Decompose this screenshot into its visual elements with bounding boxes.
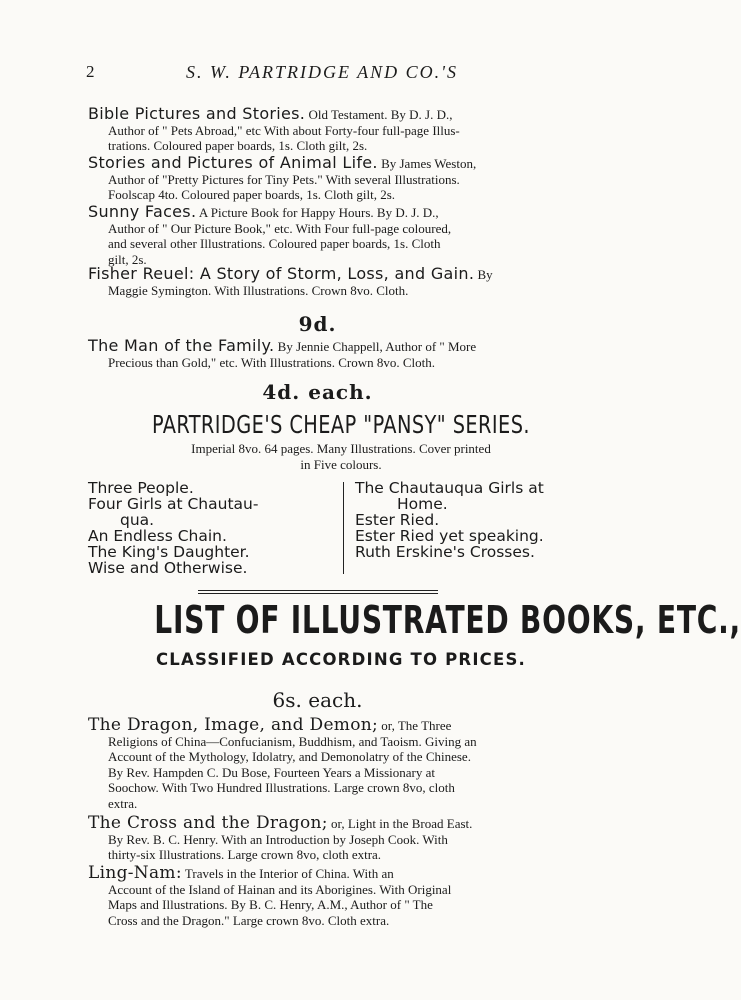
entry-line: By xyxy=(477,267,493,282)
entry-line: By Jennie Chappell, Author of " More xyxy=(277,339,477,354)
price-heading-6s: 6s. each. xyxy=(272,688,363,712)
entry-line: Religions of China—Confucianism, Buddhism, and Taoism. Giving an xyxy=(108,733,477,749)
entry-line: Precious than Gold," etc. With Illustrations. Crown 8vo. Cloth. xyxy=(108,354,435,370)
double-rule-bottom xyxy=(198,593,438,594)
series-item: qua. xyxy=(120,511,155,529)
series-title: PARTRIDGE'S CHEAP "PANSY" SERIES. xyxy=(152,410,530,439)
entry-line: gilt, 2s. xyxy=(108,251,147,267)
series-item: An Endless Chain. xyxy=(88,527,227,545)
entry-line: or, The Three xyxy=(381,718,452,733)
publisher-heading: S. W. PARTRIDGE AND CO.'S xyxy=(186,62,459,82)
entry-line: By James Weston, xyxy=(381,156,477,171)
list-subtitle: CLASSIFIED ACCORDING TO PRICES. xyxy=(155,650,527,669)
series-item: Ruth Erskine's Crosses. xyxy=(355,543,535,561)
entry-line: Author of " Our Picture Book," etc. With Four full-page coloured, xyxy=(108,220,452,236)
double-rule-top xyxy=(198,590,438,591)
series-item: The King's Daughter. xyxy=(88,543,250,561)
entry-line: trations. Coloured paper boards, 1s. Cloth gilt, 2s. xyxy=(108,138,368,153)
price-heading-9d: 9d. xyxy=(298,312,337,336)
entry-line: extra. xyxy=(108,795,138,811)
entry-line: Author of " Pets Abroad," etc With about Forty-four full-page Illus- xyxy=(108,122,460,138)
entry-title: Sunny Faces. xyxy=(88,202,197,221)
entry-title: Stories and Pictures of Animal Life. xyxy=(88,153,378,172)
price-heading-4d: 4d. each. xyxy=(262,380,373,404)
entry-line: By Rev. Hampden C. Du Bose, Fourteen Years a Missionary at xyxy=(108,764,436,780)
entry-title: Fisher Reuel: A Story of Storm, Loss, and Gain. xyxy=(88,264,475,283)
entry-line: Author of "Pretty Pictures for Tiny Pets." With several Illustrations. xyxy=(108,171,460,187)
series-description-line: Imperial 8vo. 64 pages. Many Illustrations. Cover printed xyxy=(191,441,491,456)
entry-cross-and-dragon xyxy=(88,813,594,863)
series-item: Home. xyxy=(397,495,448,513)
entry-line: Maps and Illustrations. By B. C. Henry, A.M., Author of " The xyxy=(108,897,433,912)
entry-line: thirty-six Illustrations. Large crown 8vo, cloth extra. xyxy=(108,847,382,862)
series-item: Three People. xyxy=(88,479,194,497)
entry-line: By Rev. B. C. Henry. With an Introduction by Joseph Cook. With xyxy=(108,831,448,847)
series-list-left xyxy=(88,480,258,576)
entry-title: Ling-Nam: xyxy=(88,863,182,883)
series-item: The Chautauqua Girls at xyxy=(355,479,544,497)
entry-title: The Man of the Family. xyxy=(88,336,275,355)
series-item: Four Girls at Chautau- xyxy=(88,495,259,513)
entry-line: or, Light in the Broad East. xyxy=(331,816,473,831)
series-item: Wise and Otherwise. xyxy=(88,559,248,577)
entry-line: Old Testament. By D. J. D., xyxy=(308,107,453,122)
column-divider xyxy=(343,482,344,574)
entry-line: Foolscap 4to. Coloured paper boards, 1s. Cloth gilt, 2s. xyxy=(108,187,396,202)
running-header xyxy=(86,62,586,86)
entry-animal-life xyxy=(88,155,594,203)
entry-bible-pictures xyxy=(88,106,594,154)
series-description xyxy=(88,441,594,473)
series-list-right xyxy=(355,480,544,560)
entry-line: and several other Illustrations. Coloured paper boards, 1s. Cloth xyxy=(108,236,441,251)
series-item: Ester Ried yet speaking. xyxy=(355,527,544,545)
series-item: Ester Ried. xyxy=(355,511,440,529)
entry-dragon-image-demon xyxy=(88,715,594,811)
entry-line: Account of the Mythology, Idolatry, and Demonolatry of the Chinese. xyxy=(108,749,471,764)
entry-line: Soochow. With Two Hundred Illustrations. Large crown 8vo, cloth xyxy=(108,780,455,795)
entry-man-of-family xyxy=(88,338,594,370)
series-description-line: in Five colours. xyxy=(300,457,382,472)
entry-fisher-reuel xyxy=(88,266,594,298)
entry-line: Account of the Island of Hainan and its Aborigines. With Original xyxy=(108,881,452,897)
entry-title: The Cross and the Dragon; xyxy=(88,813,328,833)
entry-line: Cross and the Dragon." Large crown 8vo. Cloth extra. xyxy=(108,912,390,928)
entry-line: Travels in the Interior of China. With an xyxy=(184,866,394,881)
entry-ling-nam xyxy=(88,863,594,928)
entry-line: A Picture Book for Happy Hours. By D. J. D., xyxy=(198,205,439,220)
entry-title: The Dragon, Image, and Demon; xyxy=(88,715,379,735)
entry-line: Maggie Symington. With Illustrations. Crown 8vo. Cloth. xyxy=(108,282,409,298)
entry-title: Bible Pictures and Stories. xyxy=(88,104,306,123)
page-number: 2 xyxy=(86,62,95,81)
list-title: LIST OF ILLUSTRATED BOOKS, ETC., xyxy=(154,598,741,642)
entry-sunny-faces xyxy=(88,204,594,267)
